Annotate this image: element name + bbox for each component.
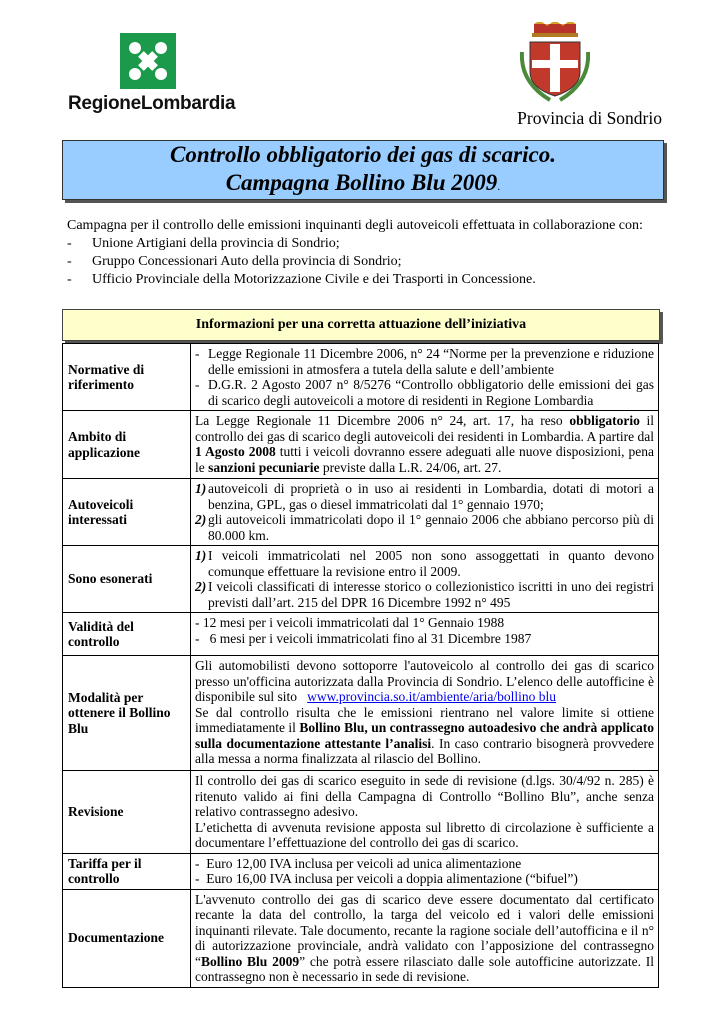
list-item: - Ufficio Provinciale della Motorizzazione Civile e dei Trasporti in Concessione. xyxy=(67,272,536,287)
table-row xyxy=(63,771,659,854)
row-label: Validità del controllo xyxy=(63,613,191,656)
table-row xyxy=(63,853,659,889)
provincia-crest-icon xyxy=(520,22,590,104)
regione-lombardia-logo xyxy=(68,33,236,118)
list-item: - Unione Artigiani della provincia di Sondrio; xyxy=(67,236,340,251)
row-content: - Legge Regionale 11 Dicembre 2006, n° 24 “Norme per la prevenzione e riduzione delle emissioni in atmosfera a tutela della salute e dell’ambiente - D.G.R. 2 Agosto 2007 n° 8/5276 “Controllo obbligatorio delle emissioni dei gas di scarico degli autoveicoli a motore di residenti in Regione Lombardia xyxy=(191,344,659,411)
row-label: Tariffa per il controllo xyxy=(63,853,191,889)
title-box xyxy=(62,140,664,200)
row-content: La Legge Regionale 11 Dicembre 2006 n° 24, art. 17, ha reso obbligatorio il controllo dei gas di scarico degli autoveicoli dei residenti in Lombardia. A partire dal 1 Agosto 2008 tutti i veicoli dovranno essere adeguati alle nuove disposizioni, pena le sanzioni pecuniarie previste dalla L.R. 24/06, art. 27. xyxy=(191,411,659,479)
row-label: Autoveicoli interessati xyxy=(63,479,191,546)
table-row xyxy=(63,613,659,656)
list-item: - Gruppo Concessionari Auto della provincia di Sondrio; xyxy=(67,254,402,269)
row-content: - 12 mesi per i veicoli immatricolati dal 1° Gennaio 1988 - 6 mesi per i veicoli immatricolati fino al 31 Dicembre 1987 xyxy=(191,613,659,656)
row-content: Gli automobilisti devono sottoporre l'autoveicolo al controllo dei gas di scarico presso un'officina autorizzata dalla Provincia di Sondrio. L’elenco delle autofficine è disponibile sul sito www.provincia.so.it/ambiente/aria/bollino blu Se dal controllo risulta che le emissioni rientrano nel valore limite si ottiene immediatamente il Bollino Blu, un contrassegno autoadesivo che andrà applicato sulla documentazione attestante l’analisi. In caso contrario bisognerà provvedere alla messa a norma finalizzata al rilascio del Bollino. xyxy=(191,656,659,771)
row-label: Sono esonerati xyxy=(63,546,191,613)
row-label: Modalità per ottenere il Bollino Blu xyxy=(63,656,191,771)
row-content: - Euro 12,00 IVA inclusa per veicoli ad unica alimentazione - Euro 16,00 IVA inclusa per veicoli a doppia alimentazione (“bifuel”) xyxy=(191,853,659,889)
table-row xyxy=(63,344,659,411)
row-content: 1) I veicoli immatricolati nel 2005 non sono assoggettati in quanto devono comunque effettuare la revisione entro il 2009. 2) I veicoli classificati di interesse storico o collezionistico iscritti in uno dei registri previsti dall’art. 215 del DPR 16 Dicembre 1992 n° 495 xyxy=(191,546,659,613)
row-content: 1) autoveicoli di proprietà o in uso ai residenti in Lombardia, dotati di motori a benzina, GPL, gas o diesel immatricolati dal 1° gennaio 1970; 2) gli autoveicoli immatricolati dopo il 1° gennaio 2006 che abbiano percorso più di 80.000 km. xyxy=(191,479,659,546)
provincia-label: Provincia di Sondrio xyxy=(517,108,662,128)
table-row xyxy=(63,656,659,771)
title-line-2: Campagna Bollino Blu 2009. xyxy=(225,170,501,195)
info-table xyxy=(62,343,659,988)
table-row xyxy=(63,889,659,987)
intro-text: Campagna per il controllo delle emissioni inquinanti degli autoveicoli effettuata in collaborazione con: xyxy=(67,218,643,233)
row-content: L'avvenuto controllo dei gas di scarico deve essere documentato dal certificato recante la data del controllo, la targa del veicolo ed i valori delle emissioni inquinanti rilevate. Tale documento, recante la ragione sociale dell’autofficina e il n° di autorizzazione provinciale, andrà validato con l’apposizione del contrassegno “Bollino Blu 2009” che potrà essere rilasciato dalle sole autofficine autorizzate. Il contrassegno non è necessario in sede di revisione. xyxy=(191,889,659,987)
table-row xyxy=(63,411,659,479)
row-label: Documentazione xyxy=(63,889,191,987)
intro-section xyxy=(67,217,657,289)
table-row xyxy=(63,546,659,613)
row-content: Il controllo dei gas di scarico eseguito in sede di revisione (d.lgs. 30/4/92 n. 285) è ritenuto valido ai fini della Campagna di Controllo “Bollino Blu”, anche senza relativo contrassegno adesivo. L’etichetta di avvenuta revisione apposta sul libretto di circolazione è sufficiente a documentare l’effettuazione del controllo dei gas di scarico. xyxy=(191,771,659,854)
row-label: Ambito di applicazione xyxy=(63,411,191,479)
title-line-1: Controllo obbligatorio dei gas di scarico. xyxy=(170,142,556,167)
bollino-blu-link[interactable]: www.provincia.so.it/ambiente/aria/bollino blu xyxy=(307,689,556,704)
regione-lombardia-wordmark: RegioneLombardia xyxy=(68,93,236,114)
table-row xyxy=(63,479,659,546)
row-label: Normative di riferimento xyxy=(63,344,191,411)
row-label: Revisione xyxy=(63,771,191,854)
info-header: Informazioni per una corretta attuazione dell’iniziativa xyxy=(62,309,660,341)
lombardia-rose-icon xyxy=(120,33,176,89)
